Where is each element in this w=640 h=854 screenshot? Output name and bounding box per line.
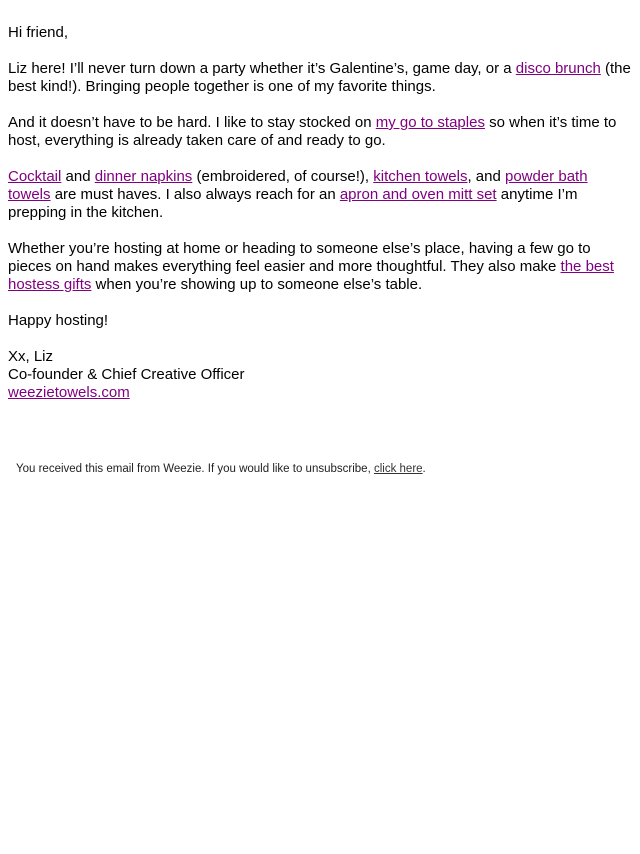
signature-block [8, 348, 632, 402]
hostess-gifts-link[interactable]: the best hostess gifts [8, 258, 614, 293]
email-footer [0, 462, 640, 476]
greeting-text: Hi friend, [8, 24, 69, 41]
footer-inner [8, 462, 632, 476]
paragraph-hosting-text-1: Whether you’re hosting at home or heading to someone else’s place, having a few go to pieces on hand makes everything feel easier and more thoughtful. They also make [8, 240, 591, 275]
kitchen-towels-link[interactable]: kitchen towels [373, 168, 468, 185]
paragraph-staples-text-2: so when it’s time to host, everything is already taken care of and ready to go. [8, 114, 617, 149]
paragraph-hosting [8, 240, 632, 294]
apron-oven-mitt-link[interactable]: apron and oven mitt set [339, 186, 497, 203]
paragraph-musthaves-text-4: are must haves. I also always reach for an [50, 186, 340, 203]
footer-text-after: . [422, 463, 426, 475]
signature-name: Xx, Liz [8, 348, 54, 365]
paragraph-intro [8, 60, 632, 96]
website-link[interactable]: weezietowels.com [8, 384, 130, 401]
paragraph-staples-text-1: And it doesn’t have to be hard. I like to stay stocked on [8, 114, 376, 131]
closing-text: Happy hosting! [8, 312, 109, 329]
closing-paragraph [8, 312, 632, 330]
greeting-paragraph [8, 24, 632, 42]
email-content [0, 0, 640, 402]
go-to-staples-link[interactable]: my go to staples [375, 114, 485, 131]
unsubscribe-link[interactable]: click here [373, 463, 423, 475]
paragraph-musthaves-text-5: anytime I’m prepping in the kitchen. [8, 186, 578, 221]
paragraph-musthaves [8, 168, 632, 222]
cocktail-napkins-link[interactable]: Cocktail [8, 168, 62, 185]
footer-text-before: You received this email from Weezie. If you would like to unsubscribe, [16, 463, 374, 475]
powder-bath-towels-link[interactable]: powder bath towels [8, 168, 588, 203]
paragraph-intro-text-1: Liz here! I’ll never turn down a party whether it’s Galentine’s, game day, or a [8, 60, 516, 77]
signature-title: Co-founder & Chief Creative Officer [8, 366, 245, 383]
paragraph-musthaves-text-3: , and [467, 168, 505, 185]
paragraph-hosting-text-2: when you’re showing up to someone else’s table. [91, 276, 423, 293]
dinner-napkins-link[interactable]: dinner napkins [94, 168, 193, 185]
paragraph-intro-text-2: (the best kind!). Bringing people together is one of my favorite things. [8, 60, 631, 95]
disco-brunch-link[interactable]: disco brunch [515, 60, 601, 77]
paragraph-musthaves-text-2: (embroidered, of course!), [192, 168, 374, 185]
paragraph-musthaves-text-1: and [61, 168, 95, 185]
paragraph-staples [8, 114, 632, 150]
